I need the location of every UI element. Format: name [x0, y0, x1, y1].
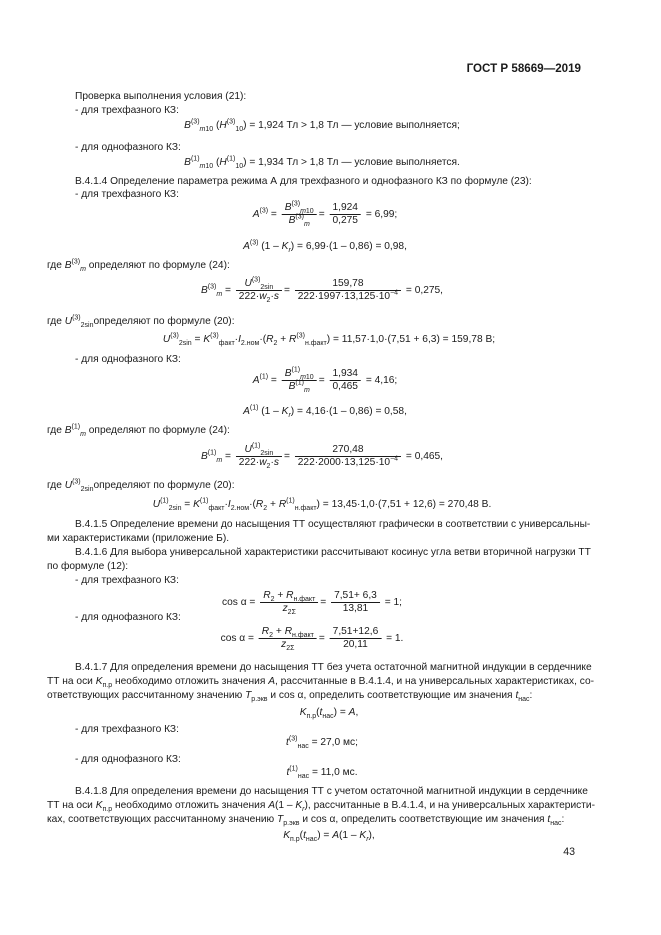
formula-u3: $U^{(3)}_{2sin} = K^{(3)}_{факт}\cdot I_{2.ном}\cdot(R_2 + R^{(3)}_{н.факт}) = 11,57\cdot 1,0\cdot(7,51 + 6,3) = 159,78$ В; — [162, 332, 496, 348]
section-heading: В.4.1.4 Определение параметра режима А для трехфазного и однофазного КЗ по формуле (23): — [75, 176, 532, 187]
text-line: - для трехфазного КЗ: — [75, 575, 179, 586]
text-line: - для однофазного КЗ: — [75, 612, 181, 623]
text-line: где $B^{(3)}_m$ определяют по формуле (24): — [47, 258, 230, 274]
formula-cos1: cos α = $R_2 + R_{н.факт}$ $z_{2\Sigma}$ = $\frac{7,51+12,6}{20,11}$ = 1. — [220, 626, 404, 652]
text-line: где $U^{(3)}_{2sin}определяют$ по формуле (20): — [47, 478, 235, 494]
document-header: ГОСТ Р 58669—2019 — [466, 62, 581, 75]
formula-kpr-ak: $K_{п.р}(t_{нас}) = A(1 - K_r)$, — [283, 830, 375, 844]
formula-bm1: $B^{(1)}_m$ = $\frac{U^{(1)}_{2sin}}{222\cdot w_2\cdot s}$ = $\frac{270,48}{222\cdot 2000\cdot 13,125\cdot 10^{-4}}$ = 0,465, — [200, 442, 444, 470]
paragraph-line: В.4.1.6 Для выбора универсальной характеристики рассчитывают косинус угла ветви вторичной нагрузки ТТ — [75, 547, 591, 558]
formula-kpr-a: $K_{п.р}(t_{нас}) = A$, — [299, 707, 359, 721]
text-line: - для трехфазного КЗ: — [75, 105, 179, 116]
formula-bm3: $B^{(3)}_m$ = $\frac{U^{(3)}_{2sin}}{222\cdot w_2\cdot s}$ = $\frac{159,78}{222\cdot 1997\cdot 13,125\cdot 10^{-4}}$ = 0,275, — [200, 276, 444, 304]
paragraph-line: ответствующих рассчитанному значению $T_{р.экв}$ и cos α, определить соответствующие им значения $t_{нас}$: — [47, 690, 533, 704]
text-line: - для однофазного КЗ: — [75, 354, 181, 365]
text-line: - для трехфазного КЗ: — [75, 724, 179, 735]
paragraph-line: по формуле (12): — [47, 561, 129, 572]
paragraph-line: В.4.1.8 Для определения времени до насыщения ТТ с учетом остаточной магнитной индукции в сердечнике — [75, 786, 588, 797]
formula-a1: $A^{(1)}$ = $\frac{B^{(1)}_{m10}}{B^{(1)}_m}$ = $\frac{1,934}{0,465}$ = 4,16; — [252, 366, 398, 394]
paragraph-line: ках, соответствующих рассчитанному значению $T_{р.экв}$ и cos α, определить соответствующие им значения $t_{нас}$: — [47, 814, 565, 828]
paragraph-line: В.4.1.5 Определение времени до насыщения ТТ осуществляют графически в соответствии с универсальны- — [75, 519, 591, 530]
text-line: где $B^{(1)}_m$ определяют по формуле (24): — [47, 423, 230, 439]
formula-a3: $A^{(3)}$ = $\frac{B^{(3)}_{m10}}{B^{(3)}_m}$ = $\frac{1,924}{0,275}$ = 6,99; — [252, 200, 398, 228]
text-line: - для однофазного КЗ: — [75, 142, 181, 153]
formula-a1k: $A^{(1)}$ $(1 - K_r) = 4,16\cdot(1 - 0,86) = 0,58$, — [243, 404, 407, 420]
formula-t1: $t^{(1)}_{нас} = 11,0$ мс. — [286, 765, 358, 781]
paragraph-line: В.4.1.7 Для определения времени до насыщения ТТ без учета остаточной магнитной индукции в сердечнике — [75, 662, 592, 673]
text-line: - для трехфазного КЗ: — [75, 189, 179, 200]
text-line: Проверка выполнения условия (21): — [75, 91, 247, 102]
page-number: 43 — [563, 846, 575, 858]
paragraph-line: ТТ на оси $K_{п.р}$ необходимо отложить значения $A(1 - K_r)$, рассчитанные в В.4.1.4, и на универсальных характеристи- — [47, 800, 595, 814]
formula-cos3: cos α = $R_2 + R_{н.факт}$ $z_{2\Sigma}$ = $\frac{7,51+ 6,3}{13,81}$ = 1; — [222, 590, 402, 616]
text-line: - для однофазного КЗ: — [75, 754, 181, 765]
formula-b1-check: $B^{(1)}_{m10}$ $(H^{(1)}_{10}) = 1,934$ Тл > 1,8 Тл — условие выполняется. — [184, 155, 460, 171]
formula-t3: $t^{(3)}_{нас} = 27,0$ мс; — [286, 735, 358, 751]
formula-b3-check: $B^{(3)}_{m10}$ $(H^{(3)}_{10}) = 1,924$ Тл > 1,8 Тл — условие выполняется; — [184, 118, 460, 134]
paragraph-line: ТТ на оси $K_{п.р}$ необходимо отложить значения A, рассчитанные в В.4.1.4, и на универсальных характеристиках, со- — [47, 676, 595, 690]
formula-a3k: $A^{(3)}$ $(1 - K_r) = 6,99\cdot(1 - 0,86) = 0,98$, — [243, 239, 407, 255]
paragraph-line: ми характеристиками (приложение Б). — [47, 533, 230, 544]
text-line: где $U^{(3)}_{2sin}определяют$ по формуле (20): — [47, 314, 235, 330]
formula-u1: $U^{(1)}_{2sin} = K^{(1)}_{факт}\cdot I_{2.ном}\cdot(R_2 + R^{(1)}_{н.факт}) = 13,45\cdot 1,0\cdot(7,51 + 12,6) = 270,48$ В. — [152, 497, 492, 513]
